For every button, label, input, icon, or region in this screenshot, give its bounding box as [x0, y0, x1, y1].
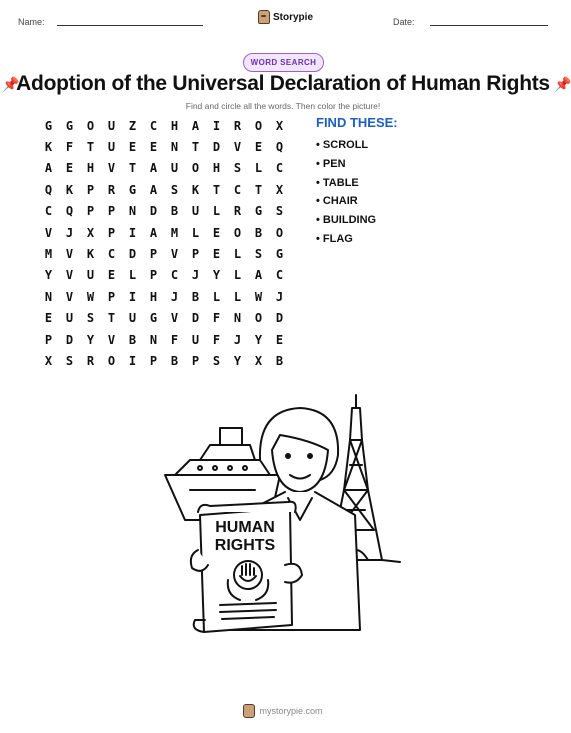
grid-cell[interactable]: U [65, 311, 74, 326]
grid-cell[interactable]: D [212, 140, 221, 155]
find-these-heading: FIND THESE: [316, 115, 398, 130]
grid-cell[interactable]: L [128, 268, 137, 283]
grid-cell[interactable]: U [191, 332, 200, 347]
grid-cell[interactable]: E [212, 225, 221, 240]
grid-cell[interactable]: A [149, 161, 158, 176]
grid-cell[interactable]: N [44, 289, 53, 304]
grid-cell[interactable]: L [233, 268, 242, 283]
grid-cell[interactable]: R [86, 353, 95, 368]
grid-cell[interactable]: H [212, 161, 221, 176]
scroll-text-line1: HUMAN [215, 519, 275, 536]
grid-row [38, 329, 298, 350]
grid-cell[interactable]: R [107, 182, 116, 197]
grid-cell[interactable]: S [254, 247, 263, 262]
grid-cell[interactable]: J [275, 289, 284, 304]
grid-row [38, 222, 298, 243]
grid-cell[interactable]: S [170, 182, 179, 197]
instructions: Find and circle all the words. Then color the picture! [185, 101, 381, 111]
grid-cell[interactable]: O [275, 225, 284, 240]
grid-cell[interactable]: Y [233, 353, 242, 368]
word-search-badge: WORD SEARCH [243, 53, 324, 72]
pin-icon-right: 📌 [554, 76, 571, 92]
grid-cell[interactable]: U [107, 140, 116, 155]
grid-cell[interactable]: U [191, 204, 200, 219]
grid-cell[interactable]: E [254, 140, 263, 155]
grid-cell[interactable]: D [65, 332, 74, 347]
grid-cell[interactable]: O [233, 225, 242, 240]
grid-cell[interactable]: U [170, 161, 179, 176]
grid-cell[interactable]: S [86, 311, 95, 326]
grid-cell[interactable]: V [65, 289, 74, 304]
grid-cell[interactable]: F [212, 311, 221, 326]
grid-cell[interactable]: J [65, 225, 74, 240]
date-line[interactable] [430, 25, 548, 26]
grid-cell[interactable]: P [149, 353, 158, 368]
grid-cell[interactable]: O [86, 118, 95, 133]
footer-url[interactable]: mystorypie.com [259, 706, 323, 716]
word-item: • CHAIR [316, 195, 358, 208]
page-title: Adoption of the Universal Declaration of Human Rights [16, 72, 550, 95]
grid-cell[interactable]: P [107, 204, 116, 219]
grid-row [38, 179, 298, 200]
grid-cell[interactable]: W [254, 289, 263, 304]
grid-cell[interactable]: J [191, 268, 200, 283]
grid-row [38, 308, 298, 329]
grid-cell[interactable]: B [254, 225, 263, 240]
grid-cell[interactable]: S [275, 204, 284, 219]
name-line[interactable] [57, 25, 203, 26]
grid-cell[interactable]: J [170, 289, 179, 304]
storypie-logo [258, 10, 313, 24]
grid-row [38, 350, 298, 371]
grid-cell[interactable]: X [254, 353, 263, 368]
grid-cell[interactable]: K [191, 182, 200, 197]
name-label: Name: [18, 17, 45, 27]
grid-cell[interactable]: A [149, 182, 158, 197]
grid-cell[interactable]: B [170, 353, 179, 368]
grid-cell[interactable]: H [170, 118, 179, 133]
grid-cell[interactable]: P [107, 289, 116, 304]
grid-cell[interactable]: D [191, 311, 200, 326]
grid-cell[interactable]: V [65, 247, 74, 262]
grid-cell[interactable]: B [275, 353, 284, 368]
footer [0, 704, 566, 718]
grid-cell[interactable]: G [275, 247, 284, 262]
grid-cell[interactable]: V [107, 332, 116, 347]
grid-cell[interactable]: C [170, 268, 179, 283]
grid-cell[interactable]: O [191, 161, 200, 176]
grid-cell[interactable]: L [191, 225, 200, 240]
grid-cell[interactable]: V [44, 225, 53, 240]
word-item: • SCROLL [316, 139, 369, 151]
grid-cell[interactable]: P [44, 332, 53, 347]
word-item: • BUILDING [316, 214, 377, 227]
letter-grid[interactable] [38, 115, 298, 372]
grid-cell[interactable]: X [44, 353, 53, 368]
grid-cell[interactable]: Y [212, 268, 221, 283]
grid-cell[interactable]: V [170, 311, 179, 326]
grid-cell[interactable]: T [212, 182, 221, 197]
storypie-logo-icon [258, 10, 270, 24]
grid-cell[interactable]: N [149, 332, 158, 347]
grid-cell[interactable]: K [65, 182, 74, 197]
grid-row [38, 243, 298, 264]
grid-cell[interactable]: S [65, 353, 74, 368]
date-label: Date: [393, 17, 415, 27]
grid-cell[interactable]: T [86, 140, 95, 155]
grid-row [38, 136, 298, 157]
grid-cell[interactable]: H [149, 289, 158, 304]
grid-cell[interactable]: U [128, 311, 137, 326]
word-item: • FLAG [316, 232, 353, 245]
grid-cell[interactable]: E [65, 161, 74, 176]
grid-cell[interactable]: P [86, 182, 95, 197]
grid-cell[interactable]: V [233, 140, 242, 155]
grid-cell[interactable]: G [44, 118, 53, 133]
grid-row [38, 115, 298, 136]
grid-cell[interactable]: M [170, 225, 179, 240]
grid-cell[interactable]: T [254, 182, 263, 197]
grid-cell[interactable]: I [212, 118, 221, 133]
grid-cell[interactable]: P [191, 247, 200, 262]
grid-cell[interactable]: R [233, 204, 242, 219]
grid-cell[interactable]: G [254, 204, 263, 219]
grid-cell[interactable]: T [107, 311, 116, 326]
grid-cell[interactable]: B [128, 332, 137, 347]
grid-cell[interactable]: H [86, 161, 95, 176]
grid-cell[interactable]: P [191, 353, 200, 368]
grid-cell[interactable]: E [149, 140, 158, 155]
grid-cell[interactable]: W [86, 289, 95, 304]
grid-cell[interactable]: Q [275, 140, 284, 155]
grid-cell[interactable]: F [65, 140, 74, 155]
grid-cell[interactable]: A [254, 268, 263, 283]
grid-cell[interactable]: Y [86, 332, 95, 347]
word-item: • PEN [316, 157, 346, 170]
grid-cell[interactable]: I [128, 289, 137, 304]
grid-cell[interactable]: X [275, 182, 284, 197]
grid-cell[interactable]: C [107, 247, 116, 262]
grid-cell[interactable]: L [233, 289, 242, 304]
grid-cell[interactable]: B [191, 289, 200, 304]
grid-cell[interactable]: U [107, 118, 116, 133]
grid-cell[interactable]: K [44, 140, 53, 155]
grid-cell[interactable]: G [128, 182, 137, 197]
grid-cell[interactable]: P [149, 268, 158, 283]
grid-cell[interactable]: T [128, 161, 137, 176]
grid-cell[interactable]: G [65, 118, 74, 133]
word-list [316, 136, 376, 249]
grid-cell[interactable]: V [65, 268, 74, 283]
grid-cell[interactable]: Y [254, 332, 263, 347]
illustration [160, 390, 410, 640]
grid-cell[interactable]: E [107, 268, 116, 283]
storypie-footer-icon [243, 704, 255, 718]
grid-cell[interactable]: Y [44, 268, 53, 283]
grid-cell[interactable]: X [86, 225, 95, 240]
grid-cell[interactable]: P [107, 225, 116, 240]
grid-cell[interactable]: Q [44, 182, 53, 197]
word-item: • TABLE [316, 176, 359, 189]
grid-cell[interactable]: N [170, 140, 179, 155]
logo-text: Storypie [273, 11, 314, 23]
pin-icon-left: 📌 [2, 76, 20, 92]
grid-row [38, 201, 298, 222]
grid-cell[interactable]: O [254, 311, 263, 326]
grid-cell[interactable]: E [128, 140, 137, 155]
grid-cell[interactable]: D [275, 311, 284, 326]
grid-cell[interactable]: C [44, 204, 53, 219]
grid-cell[interactable]: F [170, 332, 179, 347]
grid-cell[interactable]: X [275, 118, 284, 133]
grid-cell[interactable]: U [86, 268, 95, 283]
grid-cell[interactable]: A [149, 225, 158, 240]
grid-cell[interactable]: O [107, 353, 116, 368]
grid-cell[interactable]: J [233, 332, 242, 347]
grid-cell[interactable]: C [275, 161, 284, 176]
grid-cell[interactable]: A [191, 118, 200, 133]
grid-cell[interactable]: N [233, 311, 242, 326]
grid-cell[interactable]: B [170, 204, 179, 219]
grid-cell[interactable]: I [128, 353, 137, 368]
grid-cell[interactable]: T [191, 140, 200, 155]
grid-cell[interactable]: S [233, 161, 242, 176]
grid-cell[interactable]: M [44, 247, 53, 262]
grid-cell[interactable]: E [275, 332, 284, 347]
grid-cell[interactable]: E [44, 311, 53, 326]
grid-cell[interactable]: V [170, 247, 179, 262]
grid-cell[interactable]: L [212, 204, 221, 219]
grid-cell[interactable]: P [149, 247, 158, 262]
grid-cell[interactable]: D [149, 204, 158, 219]
grid-row [38, 265, 298, 286]
grid-cell[interactable]: C [233, 182, 242, 197]
grid-cell[interactable]: P [86, 204, 95, 219]
grid-row [38, 286, 298, 307]
grid-cell[interactable]: N [128, 204, 137, 219]
grid-cell[interactable]: D [128, 247, 137, 262]
grid-cell[interactable]: E [212, 247, 221, 262]
grid-cell[interactable]: F [212, 332, 221, 347]
grid-cell[interactable]: G [149, 311, 158, 326]
grid-cell[interactable]: L [212, 289, 221, 304]
scroll-text-line2: RIGHTS [214, 537, 276, 554]
grid-cell[interactable]: I [128, 225, 137, 240]
grid-cell[interactable]: K [86, 247, 95, 262]
grid-cell[interactable]: A [44, 161, 53, 176]
grid-cell[interactable]: S [212, 353, 221, 368]
grid-cell[interactable]: L [254, 161, 263, 176]
grid-row [38, 158, 298, 179]
grid-cell[interactable]: O [254, 118, 263, 133]
grid-cell[interactable]: Z [128, 118, 137, 133]
grid-cell[interactable]: L [233, 247, 242, 262]
grid-cell[interactable]: V [107, 161, 116, 176]
grid-cell[interactable]: C [149, 118, 158, 133]
grid-cell[interactable]: Q [65, 204, 74, 219]
grid-cell[interactable]: C [275, 268, 284, 283]
grid-cell[interactable]: R [233, 118, 242, 133]
